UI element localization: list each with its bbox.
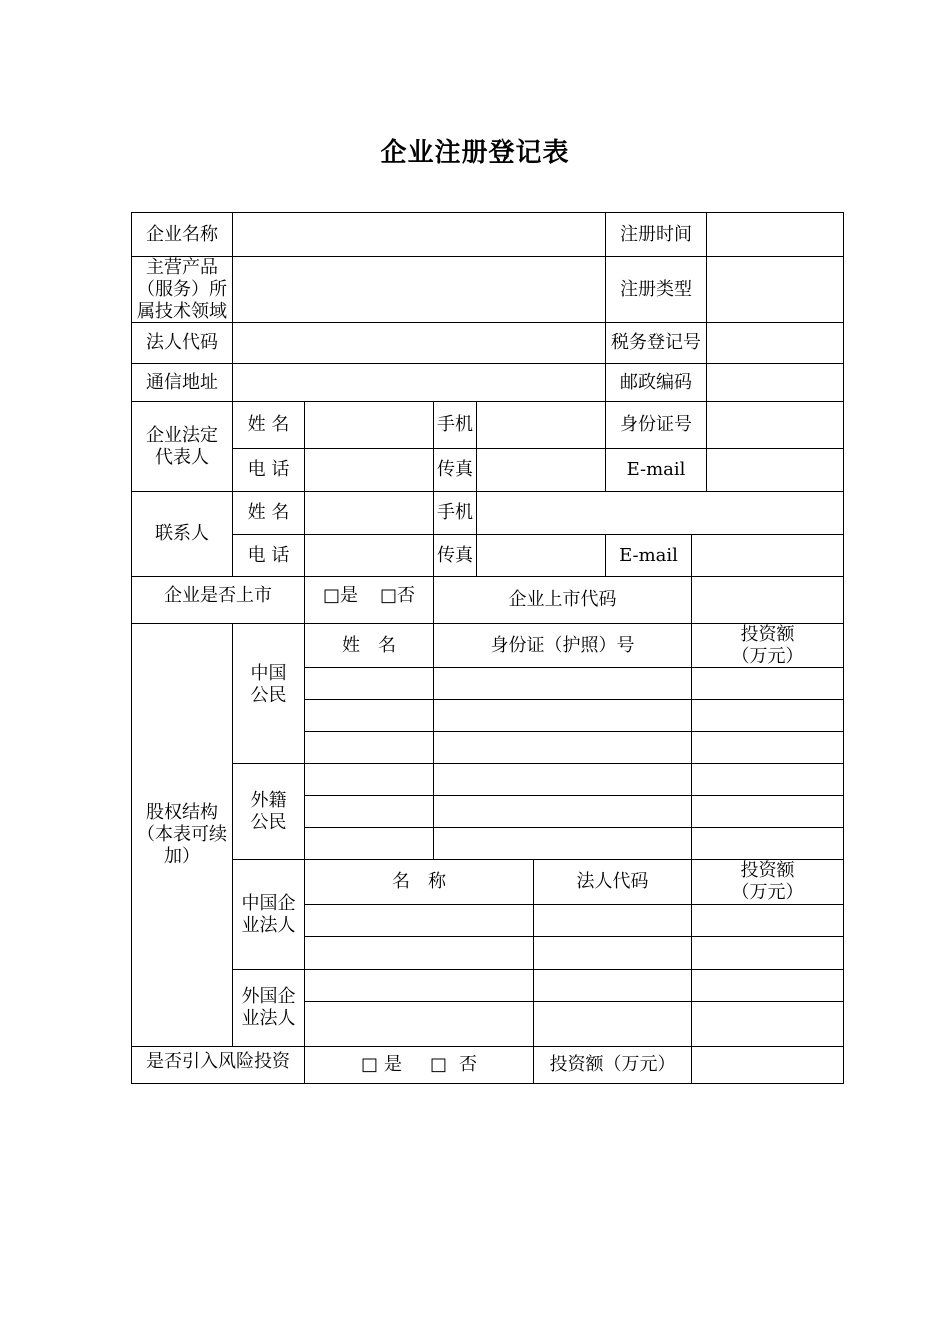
postcode-label: 邮政编码 [620,371,692,393]
contact-mobile-label: 手机 [437,502,473,523]
rep-name-field[interactable] [305,402,433,448]
company-name-label: 企业名称 [146,223,218,245]
rep-fax-label: 传真 [437,459,473,480]
reg-type-label: 注册类型 [620,278,692,300]
corp-invest-header: 投资额 （万元） [731,860,804,903]
tax-no-field[interactable] [707,323,843,363]
listed-code-label: 企业上市代码 [508,589,617,610]
equity-id-header: 身份证（护照）号 [490,634,635,656]
contact-phone-label: 电 话 [247,544,290,566]
contact-phone-field[interactable] [305,535,433,576]
listed-yes-label: 是 [340,585,358,606]
main-product-field[interactable] [233,257,605,322]
listed-code-field[interactable] [692,577,843,623]
contact-fax-label: 传真 [437,544,473,566]
vc-no-label: 否 [459,1054,478,1075]
address-label: 通信地址 [146,371,218,393]
listed-label: 企业是否上市 [164,585,272,606]
reg-type-field[interactable] [707,257,843,322]
rep-email-label: E-mail [626,459,686,480]
equity-label: 股权结构 （本表可续 加） [137,802,227,867]
main-product-label: 主营产品 （服务）所 属技术领域 [137,256,227,322]
rep-phone-label: 电 话 [247,459,290,480]
equity-invest-header: 投资额 （万元） [731,623,804,667]
contact-name-label: 姓 名 [247,502,290,523]
address-field[interactable] [233,364,605,401]
vc-options [305,1047,533,1083]
rep-name-label: 姓 名 [247,414,290,435]
chinese-citizen-label: 中国 公民 [250,662,287,706]
legal-code-field[interactable] [233,323,605,363]
listed-no-label: 否 [397,585,416,606]
contact-fax-field[interactable] [477,535,605,576]
rep-id-field[interactable] [707,402,843,448]
corp-code-header: 法人代码 [576,871,649,892]
listed-yes-checkbox[interactable]: □ [322,585,340,606]
corp-name-header: 名 称 [392,871,446,892]
vc-no-checkbox[interactable]: □ [430,1054,448,1075]
vc-yes-checkbox[interactable]: □ [360,1054,378,1075]
contact-mobile-field[interactable] [477,492,843,534]
legal-code-label: 法人代码 [146,332,218,353]
rep-id-label: 身份证号 [620,414,692,435]
listed-no-checkbox[interactable]: □ [380,585,398,606]
tax-no-label: 税务登记号 [611,332,701,353]
listed-options [305,577,433,623]
rep-phone-field[interactable] [305,449,433,491]
legal-rep-label: 企业法定 代表人 [146,424,218,468]
rep-mobile-label: 手机 [437,414,473,435]
postcode-field[interactable] [707,364,843,401]
cn-corp-label: 中国企 业法人 [241,892,296,936]
contact-email-field[interactable] [692,535,843,576]
foreign-corp-label: 外国企 业法人 [241,986,296,1029]
rep-email-field[interactable] [707,449,843,491]
vc-label: 是否引入风险投资 [146,1051,290,1072]
contact-email-label: E-mail [619,544,678,566]
rep-mobile-field[interactable] [477,402,605,448]
contact-label: 联系人 [155,523,209,544]
contact-name-field[interactable] [305,492,433,534]
company-name-field[interactable] [233,213,605,256]
reg-time-label: 注册时间 [620,223,692,245]
vc-yes-label: 是 [384,1054,402,1075]
reg-time-field[interactable] [707,213,843,256]
vc-amount-field[interactable] [692,1047,843,1083]
foreign-citizen-label: 外籍 公民 [250,789,287,833]
page-title: 企业注册登记表 [380,138,570,168]
equity-name-header: 姓 名 [342,634,396,656]
vc-amount-label: 投资额（万元） [549,1054,676,1075]
rep-fax-field[interactable] [477,449,605,491]
